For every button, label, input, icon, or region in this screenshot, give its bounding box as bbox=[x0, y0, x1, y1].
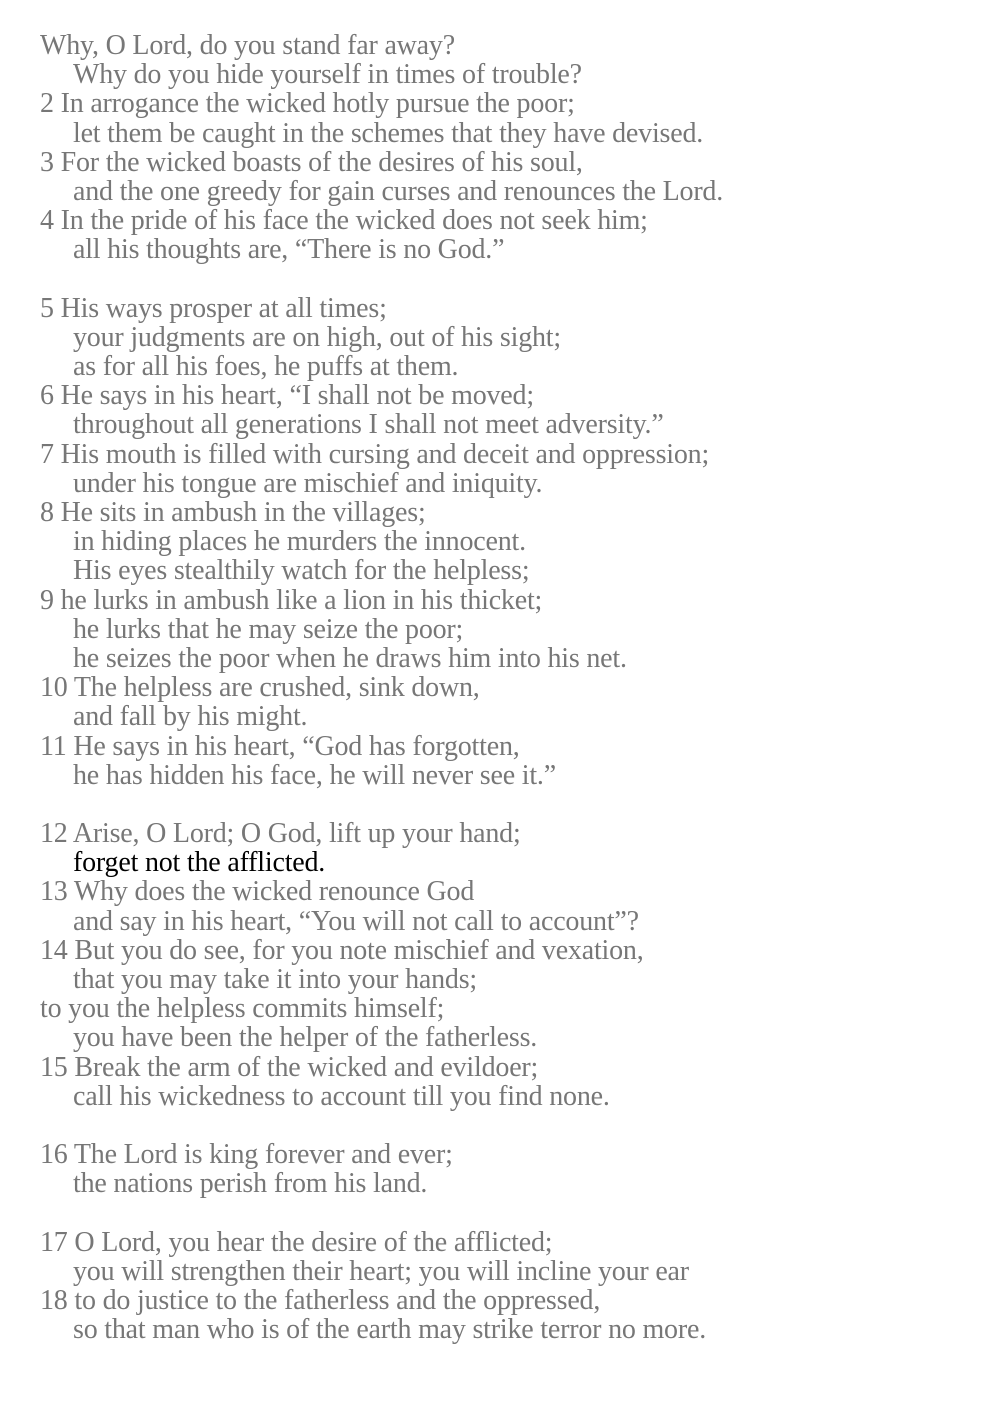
verse-line: 11 He says in his heart, “God has forgotten, bbox=[40, 730, 520, 762]
verse-line: 2 In arrogance the wicked hotly pursue the poor; bbox=[40, 88, 575, 120]
verse-line: call his wickedness to account till you find none. bbox=[73, 1080, 610, 1112]
stanza bbox=[40, 819, 723, 1111]
verse-line: 16 The Lord is king forever and ever; bbox=[40, 1139, 453, 1171]
stanza bbox=[40, 294, 723, 790]
verse-line: to you the helpless commits himself; bbox=[40, 993, 445, 1025]
verse-line: His eyes stealthily watch for the helpless; bbox=[73, 555, 530, 587]
verse-line: and say in his heart, “You will not call to account”? bbox=[73, 905, 639, 937]
verse-line: 18 to do justice to the fatherless and the oppressed, bbox=[40, 1285, 601, 1317]
verse-line: 6 He says in his heart, “I shall not be moved; bbox=[40, 380, 534, 412]
verse-line: Why, O Lord, do you stand far away? bbox=[40, 30, 455, 61]
verse-line: 15 Break the arm of the wicked and evildoer; bbox=[40, 1051, 539, 1083]
verse-line: 17 O Lord, you hear the desire of the afflicted; bbox=[40, 1226, 553, 1258]
verse-line: and fall by his might. bbox=[73, 701, 308, 733]
verse-line: and the one greedy for gain curses and renounces the Lord. bbox=[73, 175, 724, 207]
stanza-break bbox=[40, 1111, 723, 1140]
verse-line: 9 he lurks in ambush like a lion in his thicket; bbox=[40, 584, 543, 616]
psalm-text bbox=[40, 31, 723, 1344]
verse-line: he seizes the poor when he draws him into his net. bbox=[73, 642, 627, 674]
verse-line: your judgments are on high, out of his sight; bbox=[73, 321, 561, 353]
verse-line: in hiding places he murders the innocent. bbox=[73, 526, 526, 558]
verse-line: under his tongue are mischief and iniquity. bbox=[73, 467, 543, 499]
verse-line: he lurks that he may seize the poor; bbox=[73, 613, 464, 645]
stanza bbox=[40, 1140, 723, 1198]
verse-line: 3 For the wicked boasts of the desires of his soul, bbox=[40, 146, 583, 178]
verse-line: 7 His mouth is filled with cursing and deceit and oppression; bbox=[40, 438, 710, 470]
stanza bbox=[40, 31, 723, 265]
stanza-break bbox=[40, 790, 723, 819]
verse-line: you will strengthen their heart; you will incline your ear bbox=[73, 1255, 689, 1287]
verse-line: throughout all generations I shall not meet adversity.” bbox=[73, 409, 664, 441]
verse-line: 5 His ways prosper at all times; bbox=[40, 292, 387, 324]
stanza-break bbox=[40, 265, 723, 294]
verse-line: 8 He sits in ambush in the villages; bbox=[40, 497, 426, 528]
stanza-break bbox=[40, 1199, 723, 1228]
verse-line: Why do you hide yourself in times of trouble? bbox=[73, 59, 582, 91]
highlighted-verse-line: forget not the afflicted. bbox=[73, 847, 326, 879]
verse-line: the nations perish from his land. bbox=[73, 1168, 428, 1200]
verse-line: you have been the helper of the fatherless. bbox=[73, 1022, 538, 1054]
verse-line: as for all his foes, he puffs at them. bbox=[73, 351, 459, 383]
verse-line: let them be caught in the schemes that they have devised. bbox=[73, 117, 704, 149]
verse-line: all his thoughts are, “There is no God.” bbox=[73, 234, 505, 266]
verse-line: he has hidden his face, he will never see it.” bbox=[73, 759, 556, 791]
verse-line: 10 The helpless are crushed, sink down, bbox=[40, 672, 480, 704]
verse-line: 13 Why does the wicked renounce God bbox=[40, 876, 475, 908]
verse-line: so that man who is of the earth may strike terror no more. bbox=[73, 1314, 707, 1346]
verse-line: that you may take it into your hands; bbox=[73, 964, 477, 995]
verse-line: 12 Arise, O Lord; O God, lift up your hand; bbox=[40, 818, 521, 850]
stanza bbox=[40, 1228, 723, 1345]
verse-line: 14 But you do see, for you note mischief and vexation, bbox=[40, 934, 644, 966]
verse-line: 4 In the pride of his face the wicked does not seek him; bbox=[40, 205, 648, 237]
